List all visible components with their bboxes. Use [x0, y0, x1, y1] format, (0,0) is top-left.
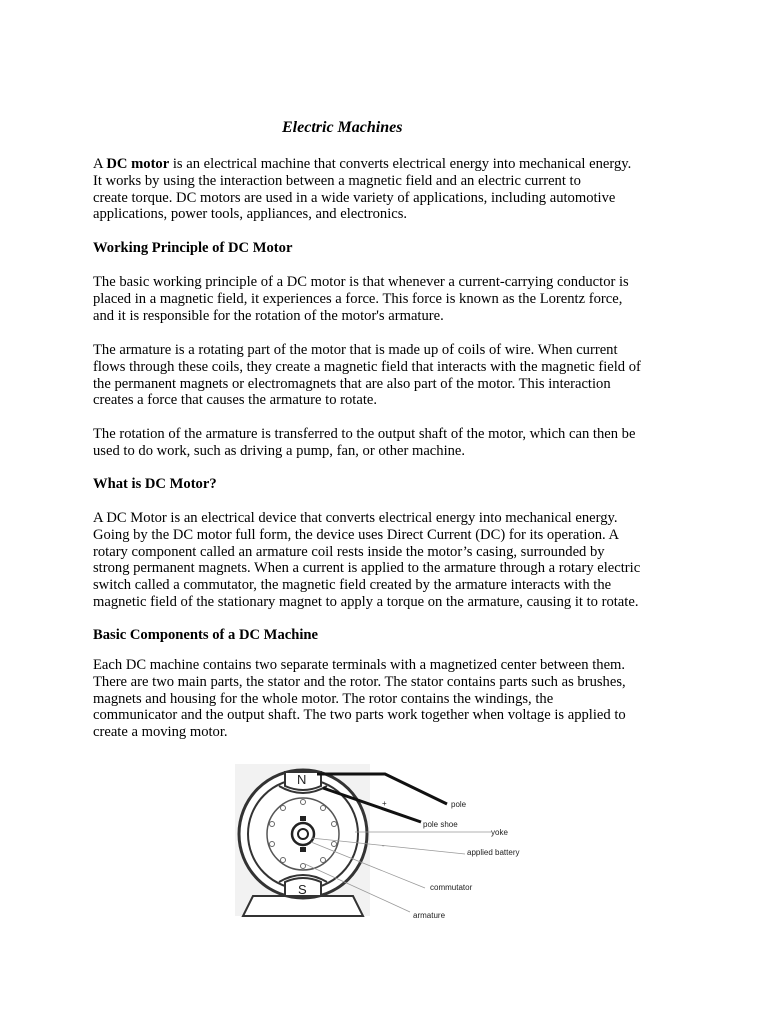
intro-line-1-rest: is an electrical machine that converts electrical energy into mechanical energy. [169, 156, 632, 172]
paragraph-line: Each DC machine contains two separate terminals with a magnetized center between them. [93, 657, 626, 673]
paragraph-line: magnetic field of the stationary magnet to apply a torque on the armature, causing it to rotate. [93, 593, 639, 610]
paragraph-line: flows through these coils, they create a magnetic field that interacts with the magnetic field of [93, 358, 641, 375]
paragraph-line: The armature is a rotating part of the motor that is made up of coils of wire. When current [93, 342, 618, 358]
label-commutator: commutator [430, 883, 473, 892]
dc-motor-diagram [235, 764, 535, 924]
intro-line-1 [93, 156, 683, 173]
pole-n-text: N [297, 772, 307, 787]
paragraph-line: create a moving motor. [93, 724, 228, 741]
paragraph-line: and it is responsible for the rotation of the motor's armature. [93, 307, 444, 324]
paragraph-line: The basic working principle of a DC motor is that whenever a current-carrying conductor is [93, 274, 629, 290]
label-armature: armature [413, 911, 446, 920]
intro-term: DC motor [106, 156, 170, 172]
intro-line-4: applications, power tools, appliances, and electronics. [93, 206, 408, 223]
paragraph-line: A DC Motor is an electrical device that converts electrical energy into mechanical energy. [93, 510, 618, 526]
intro-paragraph [93, 156, 683, 223]
what-is-dc-motor-paragraph [93, 510, 683, 611]
paragraph-line: strong permanent magnets. When a current is applied to the armature through a rotary electric [93, 560, 641, 577]
label-applied-battery: applied battery [467, 848, 520, 857]
intro-line-3: create torque. DC motors are used in a wide variety of applications, including automotive [93, 189, 616, 206]
section-heading-basic-components: Basic Components of a DC Machine [93, 627, 318, 643]
label-yoke: yoke [491, 828, 508, 837]
paragraph-line: rotary component called an armature coil rests inside the motor’s casing, surrounded by [93, 543, 605, 560]
pole-s-text: S [298, 882, 307, 897]
label-pole-shoe: pole shoe [423, 820, 458, 829]
brush-bottom [300, 847, 306, 852]
dc-motor-diagram-svg [235, 764, 535, 924]
working-principle-paragraph-3 [93, 426, 683, 460]
intro-line-2: It works by using the interaction between a magnetic field and an electric current to [93, 172, 581, 189]
paragraph-line: the permanent magnets or electromagnets that are also part of the motor. This interaction [93, 375, 611, 392]
basic-components-paragraph [93, 657, 683, 741]
document-title: Electric Machines [282, 119, 403, 136]
paragraph-line: creates a force that causes the armature to rotate. [93, 392, 378, 409]
intro-lead: A [93, 156, 107, 172]
working-principle-paragraph-2 [93, 342, 683, 409]
paragraph-line: used to do work, such as driving a pump, fan, or other machine. [93, 442, 466, 459]
paragraph-line: Going by the DC motor full form, the device uses Direct Current (DC) for its operation. A [93, 526, 620, 543]
paragraph-line: communicator and the output shaft. The two parts work together when voltage is applied to [93, 707, 626, 724]
working-principle-paragraph-1 [93, 274, 683, 324]
section-heading-what-is-dc-motor: What is DC Motor? [93, 476, 217, 492]
paragraph-line: placed in a magnetic field, it experiences a force. This force is known as the Lorentz force, [93, 290, 623, 307]
paragraph-line: switch called a commutator, the magnetic field created by the armature interacts with the [93, 577, 612, 594]
shaft [298, 829, 308, 839]
paragraph-line: There are two main parts, the stator and the rotor. The stator contains parts such as brushes, [93, 673, 626, 690]
paragraph-line: magnets and housing for the whole motor. The rotor contains the windings, the [93, 690, 554, 707]
brush-top [300, 816, 306, 821]
section-heading-working-principle: Working Principle of DC Motor [93, 240, 293, 256]
label-pole: pole [451, 800, 467, 809]
battery-plus-text: + [382, 799, 387, 808]
paragraph-line: The rotation of the armature is transferred to the output shaft of the motor, which can then be [93, 426, 636, 442]
